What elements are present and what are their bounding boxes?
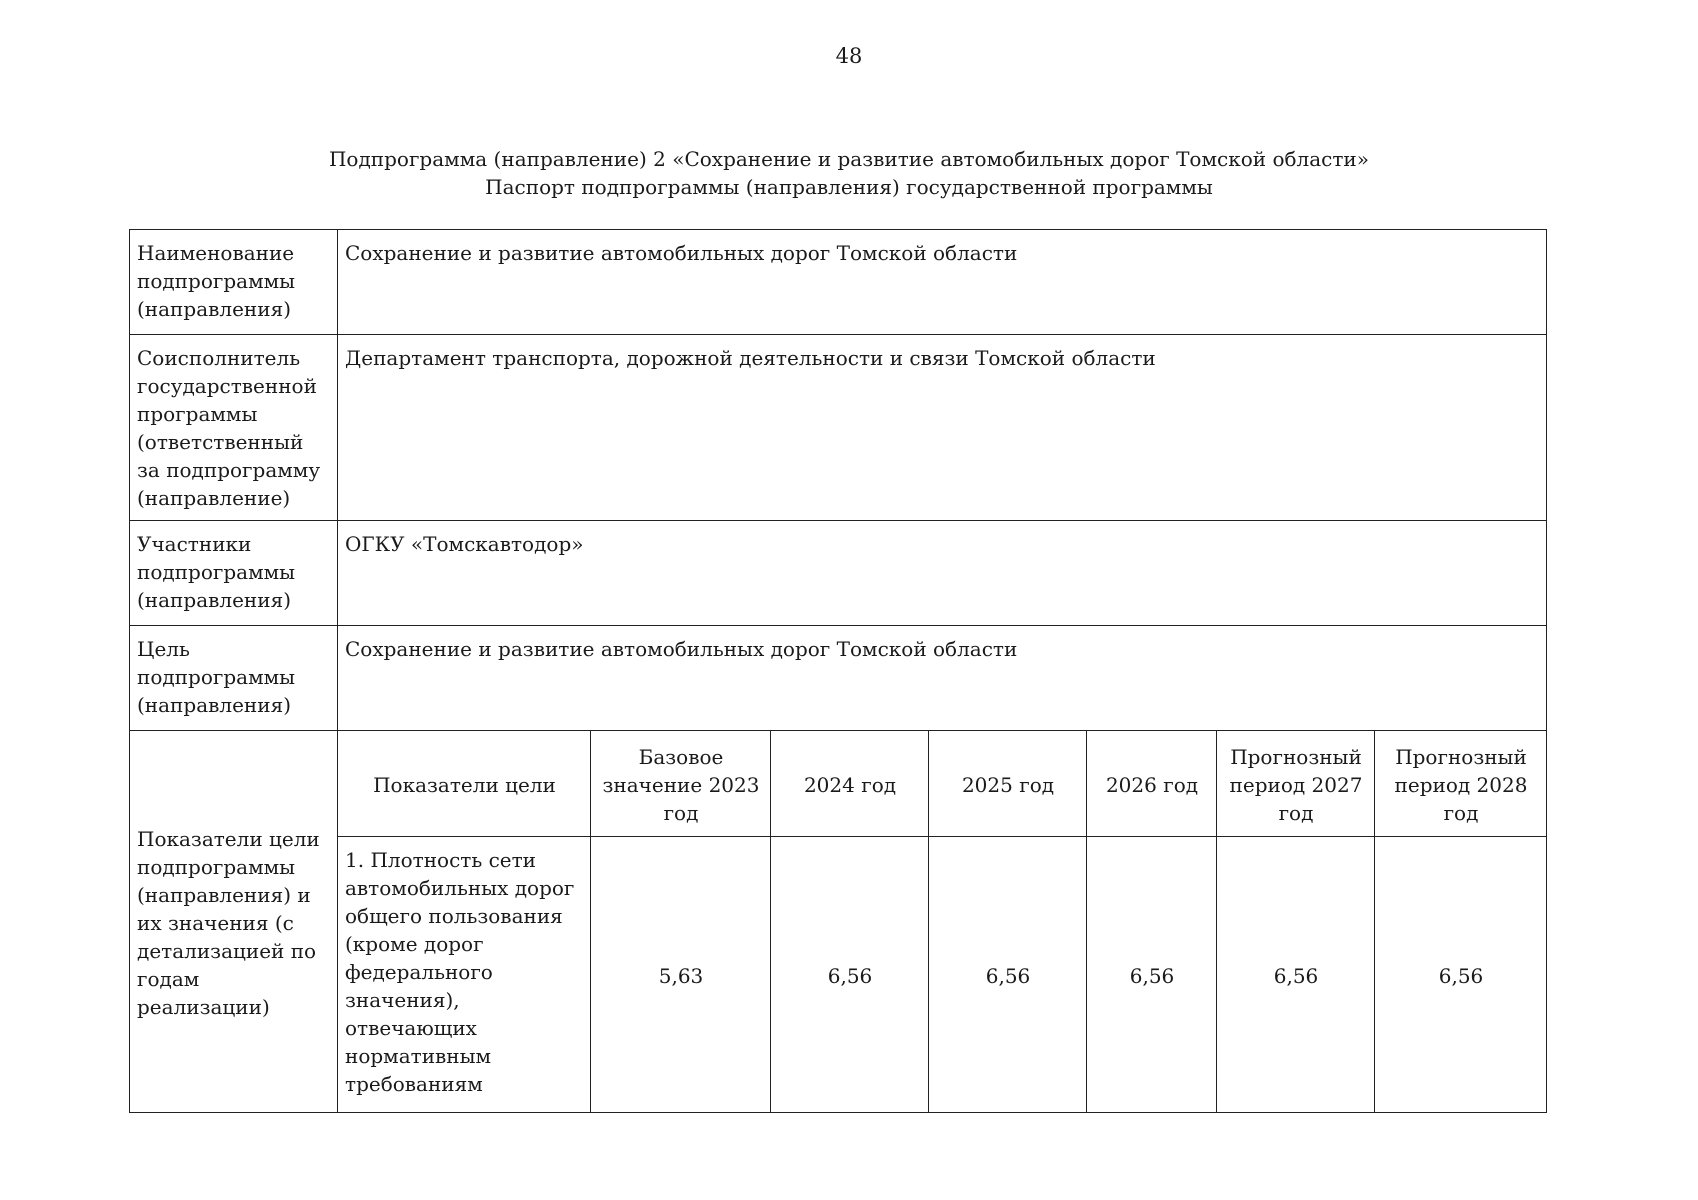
label-participants: Участники подпрограммы (направления) xyxy=(130,521,338,626)
label-subprogram-name: Наименование подпрограммы (направления) xyxy=(130,230,338,335)
value-subprogram-name: Сохранение и развитие автомобильных дорог Томской области xyxy=(338,230,1547,335)
header-base-2023: Базовое значение 2023 год xyxy=(591,731,771,837)
value-goal: Сохранение и развитие автомобильных дорог Томской области xyxy=(338,626,1547,731)
header-2025: 2025 год xyxy=(929,731,1087,837)
indicator-1-2027: 6,56 xyxy=(1217,837,1375,1113)
subprogram-title: Подпрограмма (направление) 2 «Сохранение и развитие автомобильных дорог Томской области» xyxy=(328,147,1369,171)
indicator-1-2026: 6,56 xyxy=(1087,837,1217,1113)
indicator-1-2025: 6,56 xyxy=(929,837,1087,1113)
passport-title: Паспорт подпрограммы (направления) государственной программы xyxy=(485,175,1213,199)
row-indicator-1 xyxy=(130,837,1547,1113)
value-participants: ОГКУ «Томскавтодор» xyxy=(338,521,1547,626)
passport-table xyxy=(129,229,1547,1113)
header-indicator-name: Показатели цели xyxy=(338,731,591,837)
header-forecast-2028: Прогнозный период 2028 год xyxy=(1375,731,1547,837)
subprogram-heading xyxy=(0,145,1698,201)
label-coexecutor: Соисполнитель государственной программы (ответственный за подпрограмму (направление) xyxy=(130,335,338,521)
row-indicators-header xyxy=(130,731,1547,837)
indicator-1-2024: 6,56 xyxy=(771,837,929,1113)
row-participants xyxy=(130,521,1547,626)
indicator-1-2028: 6,56 xyxy=(1375,837,1547,1113)
header-2024: 2024 год xyxy=(771,731,929,837)
row-coexecutor xyxy=(130,335,1547,521)
label-goal: Цель подпрограммы (направления) xyxy=(130,626,338,731)
indicator-1-name: 1. Плотность сети автомобильных дорог общего пользования (кроме дорог федерального значения), отвечающих нормативным требованиям xyxy=(338,837,591,1113)
page-number: 48 xyxy=(835,44,863,68)
header-forecast-2027: Прогнозный период 2027 год xyxy=(1217,731,1375,837)
row-goal xyxy=(130,626,1547,731)
row-subprogram-name xyxy=(130,230,1547,335)
value-coexecutor: Департамент транспорта, дорожной деятельности и связи Томской области xyxy=(338,335,1547,521)
header-2026: 2026 год xyxy=(1087,731,1217,837)
label-indicators: Показатели цели подпрограммы (направления) и их значения (с детализацией по годам реализации) xyxy=(130,731,338,1113)
indicator-1-base-2023: 5,63 xyxy=(591,837,771,1113)
